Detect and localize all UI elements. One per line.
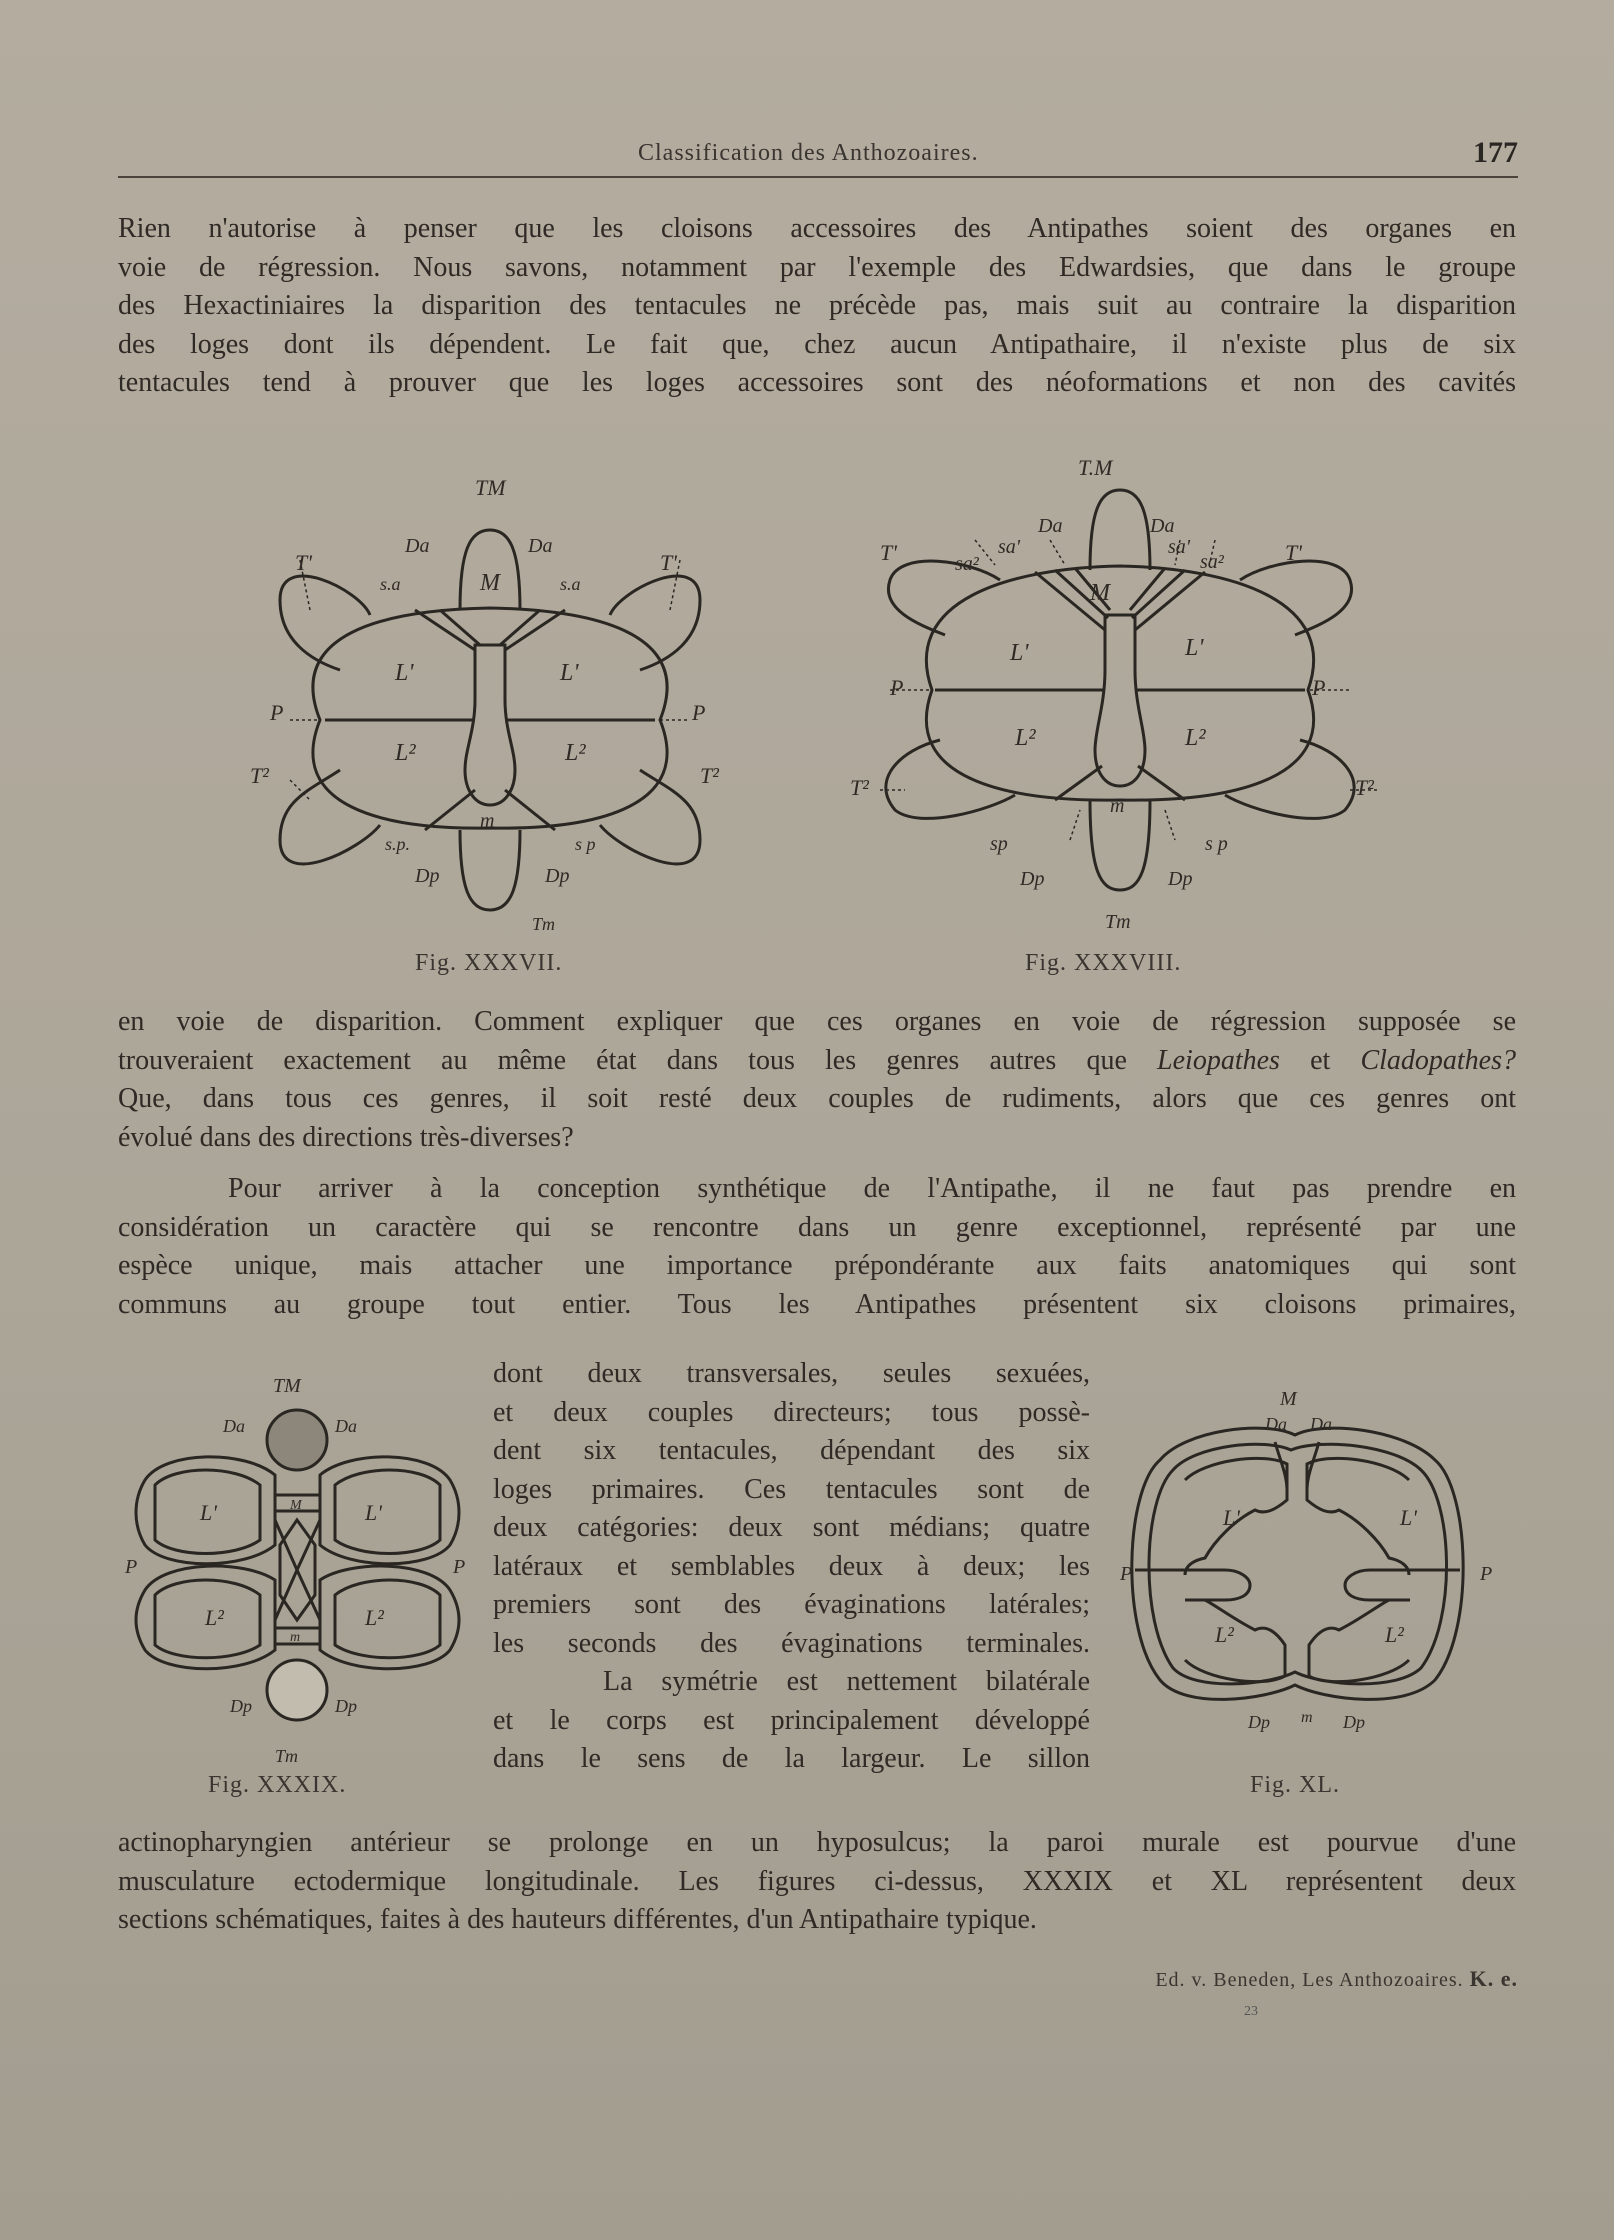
text-line: les seconds des évaginations terminales. [493,1627,1090,1659]
label-Tm: Tm [275,1746,299,1766]
figure-38 [850,450,1390,940]
label-sp-right: s p [1205,833,1228,855]
text-line: dent six tentacules, dépendant des six [493,1435,1090,1466]
label-sp-right: s p [575,834,596,854]
figure-38-caption: Fig. XXXVIII. [1025,950,1182,976]
label-Da-right: Da [335,1416,357,1436]
figure-39-drawing [125,1370,470,1766]
text-line: et deux couples directeurs; tous possè- [493,1396,1090,1428]
text-line: musculature ectodermique longitudinale. Les figures ci-dessus, XXXIX et XL représentent deux [118,1865,1516,1897]
label-sa-right: s.a [560,574,581,594]
label-TM: TM [273,1375,301,1397]
figure-37-caption: Fig. XXXVII. [415,950,563,976]
label-L2-right: L² [1185,725,1206,751]
label-Da-left: Da [405,535,430,557]
label-sa2-right: sa² [1200,551,1224,573]
credit-mark: K. e. [1469,1966,1518,1991]
label-P-left: P [125,1556,138,1578]
running-title: Classification des Anthozoaires. [638,140,979,166]
figure-38-drawing [850,450,1390,940]
label-P-right: P [1480,1563,1493,1585]
label-T2-left: T² [850,775,869,800]
label-L1-right: L' [365,1500,382,1525]
text-line: loges primaires. Ces tentacules sont de [493,1473,1090,1505]
label-M: M [290,1498,302,1513]
text-line: Pour arriver à la conception synthétique de l'Antipathe, il ne faut pas prendre en [228,1173,1516,1204]
label-Dp-left: Dp [1248,1712,1270,1732]
text-line: et le corps est principalement développé [493,1704,1090,1736]
plate-credit [1155,1966,1518,1992]
figure-37 [250,470,730,940]
label-T2-left: T² [250,763,269,788]
figure-40-drawing [1115,1380,1495,1740]
label-Dp-left: Dp [415,865,440,887]
label-Dp-right: Dp [335,1696,357,1716]
signature-mark: 23 [1244,2004,1258,2019]
label-T2-right: T² [700,763,719,788]
paragraph-4 [493,1355,1090,1779]
genus-name: Leiopathes [1157,1044,1280,1076]
label-T1-right: T' [1285,540,1302,565]
running-header [118,136,1518,176]
text-segment: et [1279,1044,1361,1076]
label-m: m [1301,1709,1313,1726]
label-P-left: P [270,700,284,725]
label-L1-left: L' [1223,1505,1240,1530]
text-line: Rien n'autorise à penser que les cloisons accessoires des Antipathes soient des organes en [118,213,1516,244]
figure-40-caption: Fig. XL. [1250,1772,1341,1798]
figure-37-drawing [250,470,730,940]
label-m: m [1110,795,1125,817]
text-line: latéraux et semblables deux à deux; les [493,1550,1090,1582]
label-Tm: Tm [1105,911,1131,933]
paragraph-3 [118,1170,1516,1324]
label-L1-left: L' [1010,640,1029,666]
label-Dp-left: Dp [230,1696,252,1716]
paragraph-5 [118,1824,1516,1940]
label-P-left: P [890,675,904,700]
label-TM: T.M [1078,455,1113,480]
label-L2-left: L² [1015,725,1036,751]
label-m: m [480,810,495,832]
label-sp-left: s.p. [385,834,411,854]
text-line: espèce unique, mais attacher une importance prépondérante aux faits anatomiques qui sont [118,1250,1516,1281]
label-sa1-left: sa' [998,536,1021,558]
label-L1-right: L' [1185,635,1204,661]
figure-39-caption: Fig. XXXIX. [208,1772,347,1798]
label-M: M [1280,1388,1297,1410]
text-line: dont deux transversales, seules sexuées, [493,1358,1090,1389]
label-sa2-left: sa² [955,553,979,575]
text-line: tentacules tend à prouver que les loges accessoires sont des néoformations et non des cavités [118,367,1516,398]
label-Da-right: Da [528,535,553,557]
label-T2-right: T² [1355,775,1374,800]
label-P-right: P [692,700,706,725]
text-line: premiers sont des évaginations latérales; [493,1589,1090,1620]
text-line: sections schématiques, faites à des hauteurs différentes, d'un Antipathaire typique. [118,1904,1037,1935]
label-Da-left: Da [1265,1414,1287,1434]
label-Dp-right: Dp [1343,1712,1365,1732]
genus-name: Cladopathes? [1360,1044,1516,1076]
label-P-right: P [1312,675,1326,700]
text-line: en voie de disparition. Comment expliquer que ces organes en voie de régression supposée se [118,1006,1516,1037]
label-sa1-right: sa' [1168,536,1191,558]
label-L2-left: L² [205,1605,224,1630]
label-T1-left: T' [295,550,312,575]
text-line: des loges dont ils dépendent. Le fait que, chez aucun Antipathaire, il n'existe plus de six [118,328,1516,360]
label-T1-right: T' [660,550,677,575]
label-Dp-right: Dp [545,865,570,887]
label-Da-left: Da [223,1416,245,1436]
label-sp-left: sp [990,833,1008,855]
label-L2-right: L² [365,1605,384,1630]
text-line: voie de régression. Nous savons, notamment par l'exemple des Edwardsies, que dans le groupe [118,251,1516,283]
credit-text: Ed. v. Beneden, Les Anthozoaires. [1155,1969,1464,1991]
label-L1-left: L' [395,660,414,686]
label-Dp-right: Dp [1168,868,1193,890]
text-line: actinopharyngien antérieur se prolonge en un hyposulcus; la paroi murale est pourvue d'une [118,1827,1516,1858]
paragraph-1 [118,210,1516,403]
label-L2-right: L² [1385,1622,1404,1647]
text-line: des Hexactiniaires la disparition des tentacules ne précède pas, mais suit au contraire la disparition [118,290,1516,321]
paragraph-2 [118,1003,1516,1157]
label-Tm: Tm [532,914,556,934]
figure-40 [1115,1380,1495,1740]
text-line: La symétrie est nettement bilatérale [603,1666,1090,1697]
label-Da-left: Da [1038,515,1063,537]
text-line: dans le sens de la largeur. Le sillon [493,1743,1090,1774]
text-line: communs au groupe tout entier. Tous les Antipathes présentent six cloisons primaires, [118,1288,1516,1320]
label-L1-right: L' [1400,1505,1417,1530]
label-L2-left: L² [395,740,416,766]
header-rule [118,176,1518,178]
page-number: 177 [1473,136,1518,169]
label-sa-left: s.a [380,574,401,594]
label-P-left: P [1120,1563,1133,1585]
text-line: considération un caractère qui se rencontre dans un genre exceptionnel, représenté par une [118,1211,1516,1243]
label-M: M [1090,580,1110,606]
label-M: M [480,570,500,596]
text-line: deux catégories: deux sont médians; quatre [493,1512,1090,1543]
label-TM: TM [475,475,506,500]
text-line [118,1042,1516,1081]
label-Dp-left: Dp [1020,868,1045,890]
figure-39 [125,1370,470,1766]
label-Da-right: Da [1150,515,1175,537]
text-line: Que, dans tous ces genres, il soit resté deux couples de rudiments, alors que ces genres ont [118,1083,1516,1114]
label-Da-right: Da [1310,1414,1332,1434]
label-L1-left: L' [200,1500,217,1525]
label-L2-left: L² [1215,1622,1234,1647]
label-P-right: P [453,1556,466,1578]
label-L1-right: L' [560,660,579,686]
text-segment: trouveraient exactement au même état dans tous les genres autres que [118,1044,1158,1076]
label-m: m [290,1630,301,1645]
text-line: évolué dans des directions très-diverses? [118,1121,574,1153]
label-T1-left: T' [880,540,897,565]
label-L2-right: L² [565,740,586,766]
